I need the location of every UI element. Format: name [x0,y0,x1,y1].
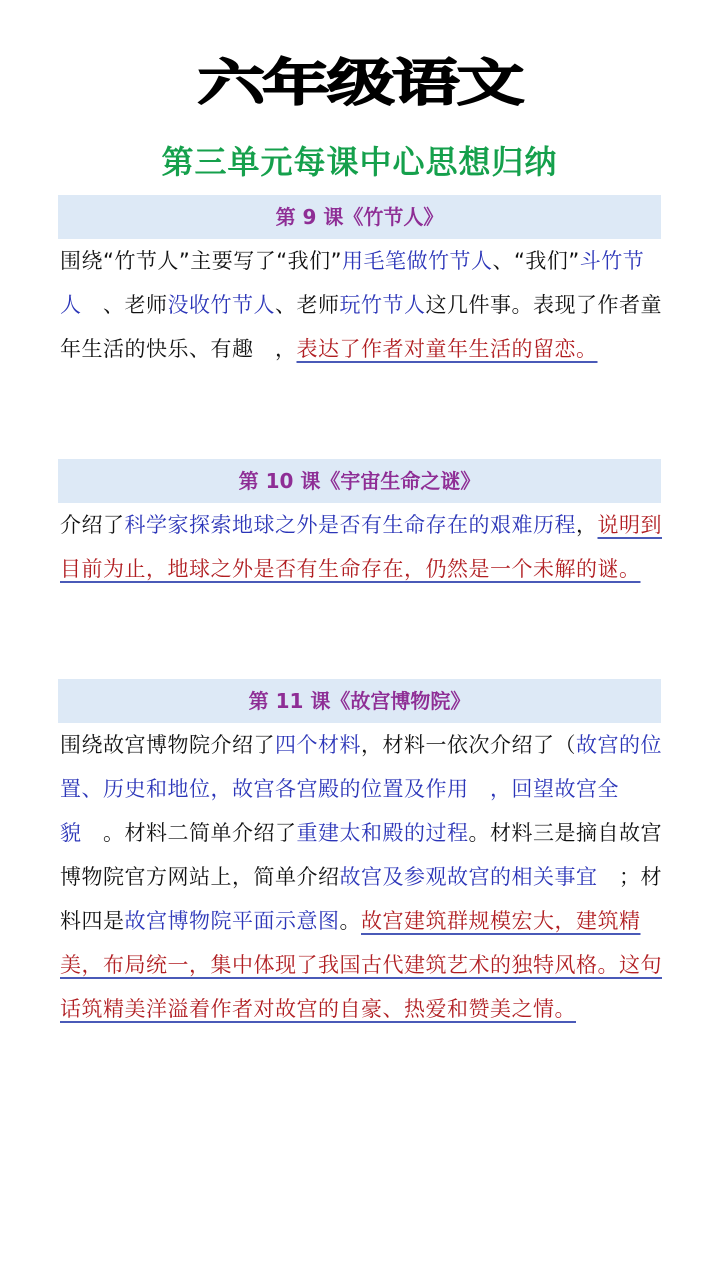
key-phrase: 四个材料 [275,733,361,757]
section-body-lesson-11 [60,723,666,1031]
body-text: 、老师 [81,293,168,317]
body-text: 、老师 [275,293,340,317]
key-phrase: 没收竹节人 [167,293,275,317]
body-text: 、“我们” [492,249,580,273]
body-text: ， [576,513,598,537]
body-text: 这几件事。表现了作者童年生活的快乐、有趣 ， [60,293,662,361]
section-body-lesson-10 [60,503,666,591]
section-heading-lesson-10: 第 10 课《宇宙生命之谜》 [58,459,661,503]
section-heading-lesson-9: 第 9 课《竹节人》 [58,195,661,239]
body-text: 。材料二简单介绍了 [81,821,297,845]
key-phrase: 科学家探索地球之外是否有生命存在的艰难历程 [124,513,576,537]
body-text: 。材料三是摘自故宫博物院官方网站上，简单介绍 [60,821,662,889]
body-text: 介绍了 [60,513,125,537]
body-text: 围绕故宫博物院介绍了 [60,733,275,757]
body-text: 。 [339,909,361,933]
page-subtitle: 第三单元每课中心思想归纳 [161,143,558,181]
key-phrase: 故宫博物院平面示意图 [124,909,340,933]
key-phrase: 斗竹节人 [60,249,645,317]
summary-highlight: 表达了作者对童年生活的留恋。 [296,337,598,361]
key-phrase: 用毛笔做竹节人 [342,249,493,273]
section-heading-lesson-11: 第 11 课《故宫博物院》 [58,679,661,723]
main-title: 六年级语文 [197,54,522,112]
section-body-lesson-9 [60,239,666,371]
body-text: ；材料四是 [60,865,662,933]
key-phrase: 玩竹节人 [339,293,426,317]
key-phrase: 故宫的位置、历史和地位，故宫各宫殿的位置及作用 ，回望故宫全貌 [60,733,662,845]
body-text: ，材料一依次介绍了（ [361,733,576,757]
body-text: 围绕“竹节人”主要写了“我们” [60,249,343,273]
summary-highlight: 故宫建筑群规模宏大，建筑精美，布局统一，集中体现了我国古代建筑艺术的独特风格。这句话筑精美洋溢着作者对故宫的自豪、热爱和赞美之情。 [60,909,662,1021]
summary-highlight: 说明到目前为止，地球之外是否有生命存在，仍然是一个未解的谜。 [60,513,662,581]
key-phrase: 重建太和殿的过程 [296,821,469,845]
key-phrase: 故宫及参观故宫的相关事宜 [339,865,598,889]
